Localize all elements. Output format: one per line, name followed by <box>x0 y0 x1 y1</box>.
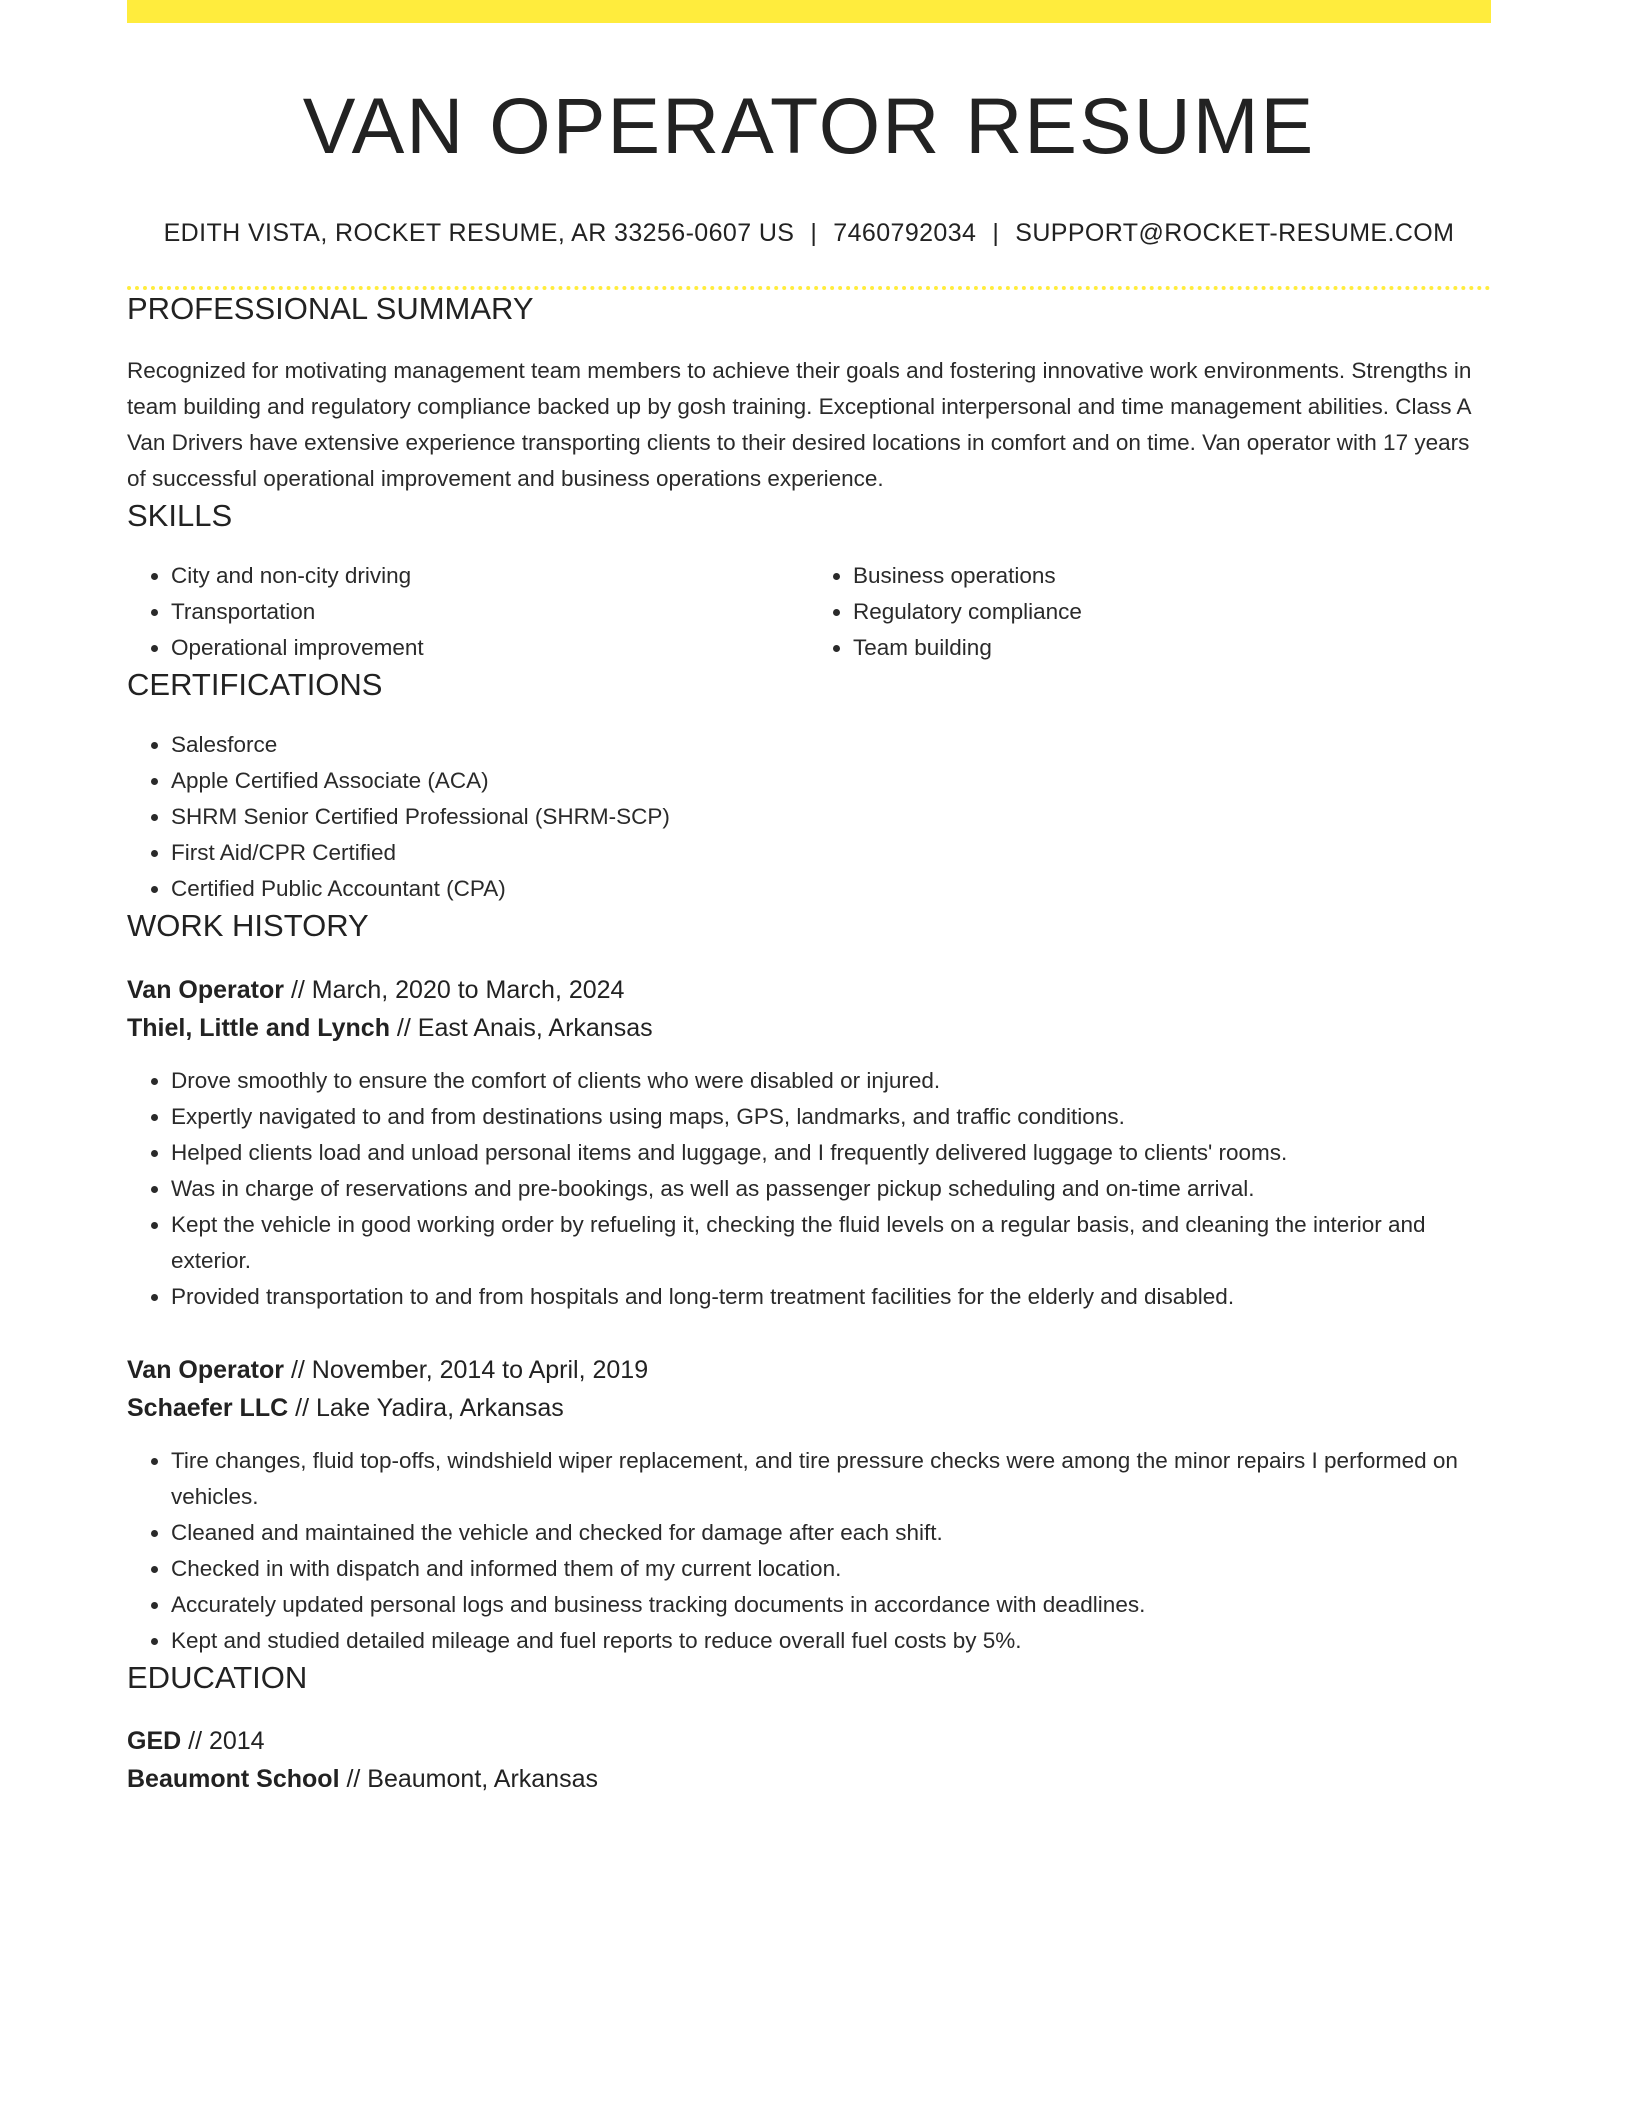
summary-heading: PROFESSIONAL SUMMARY <box>127 290 534 326</box>
contact-separator: | <box>992 218 1000 247</box>
job-location: // Lake Yadira, Arkansas <box>288 1393 564 1422</box>
duty-item: • Drove smoothly to ensure the comfort of clients who were disabled or injured. <box>171 1063 1491 1099</box>
duty-item: • Provided transportation to and from hospitals and long-term treatment facilities for the elderly and disabled. <box>171 1279 1491 1315</box>
education-degree: GED <box>127 1726 182 1755</box>
skills-heading: SKILLS <box>127 498 233 534</box>
education-school: Beaumont School <box>127 1764 340 1793</box>
contact-address: EDITH VISTA, ROCKET RESUME, AR 33256-0607 US <box>163 218 795 247</box>
education-heading: EDUCATION <box>127 1659 308 1695</box>
skills-list-right <box>809 558 1491 666</box>
skill-item: • City and non-city driving <box>171 558 809 594</box>
education-school-line <box>127 1760 1491 1798</box>
education-year: // 2014 <box>181 1726 265 1755</box>
job-location: // East Anais, Arkansas <box>389 1013 653 1042</box>
job-title-line <box>127 971 1491 1009</box>
summary-text: Recognized for motivating management team members to achieve their goals and fostering innovative work environments. Strengths in team building and regulatory compliance backed up by gosh training. Exceptional interpersonal and time management abilities. Class A Van Drivers have extensive experience transporting clients to their desired locations in comfort and on time. Van operator with 17 years of successful operational improvement and business operations experience. <box>127 358 1472 492</box>
certifications-heading: CERTIFICATIONS <box>127 667 383 703</box>
duty-item: • Helped clients load and unload personal items and luggage, and I frequently delivered luggage to clients' rooms. <box>171 1135 1491 1171</box>
duty-item: • Expertly navigated to and from destinations using maps, GPS, landmarks, and traffic conditions. <box>171 1099 1491 1135</box>
education-degree-line <box>127 1722 1491 1760</box>
certifications-list <box>127 727 1491 907</box>
top-accent-bar <box>127 0 1491 23</box>
certification-item: • Apple Certified Associate (ACA) <box>171 763 1491 799</box>
job-company: Thiel, Little and Lynch <box>127 1013 390 1042</box>
skill-item: • Regulatory compliance <box>853 594 1491 630</box>
job-dates: // March, 2020 to March, 2024 <box>284 975 625 1004</box>
resume-title: VAN OPERATOR RESUME <box>302 81 1316 170</box>
job-entry <box>127 1351 1491 1659</box>
education-location: // Beaumont, Arkansas <box>339 1764 598 1793</box>
skill-item: • Transportation <box>171 594 809 630</box>
certification-item: • First Aid/CPR Certified <box>171 835 1491 871</box>
resume-page <box>127 0 1491 1798</box>
job-company: Schaefer LLC <box>127 1393 289 1422</box>
duty-item: • Accurately updated personal logs and business tracking documents in accordance with deadlines. <box>171 1587 1491 1623</box>
skills-list-left <box>127 558 809 666</box>
job-company-line <box>127 1389 1491 1427</box>
work-history-heading: WORK HISTORY <box>127 908 369 944</box>
duty-item: • Kept and studied detailed mileage and fuel reports to reduce overall fuel costs by 5%. <box>171 1623 1491 1659</box>
job-duties <box>127 1443 1491 1659</box>
contact-phone: 7460792034 <box>833 218 977 247</box>
job-entry <box>127 971 1491 1315</box>
certification-item: • Certified Public Accountant (CPA) <box>171 871 1491 907</box>
skills-columns <box>127 558 1491 666</box>
job-title: Van Operator <box>127 1355 284 1384</box>
job-duties <box>127 1063 1491 1315</box>
duty-item: • Cleaned and maintained the vehicle and checked for damage after each shift. <box>171 1515 1491 1551</box>
contact-email: SUPPORT@ROCKET-RESUME.COM <box>1015 218 1455 247</box>
certification-item: • SHRM Senior Certified Professional (SHRM-SCP) <box>171 799 1491 835</box>
contact-separator: | <box>810 218 818 247</box>
duty-item: • Was in charge of reservations and pre-bookings, as well as passenger pickup scheduling and on-time arrival. <box>171 1171 1491 1207</box>
job-title-line <box>127 1351 1491 1389</box>
duty-item: • Checked in with dispatch and informed them of my current location. <box>171 1551 1491 1587</box>
job-title: Van Operator <box>127 975 284 1004</box>
contact-line <box>127 218 1491 248</box>
education-entry <box>127 1722 1491 1798</box>
skill-item: • Operational improvement <box>171 630 809 666</box>
skill-item: • Team building <box>853 630 1491 666</box>
job-company-line <box>127 1009 1491 1047</box>
job-dates: // November, 2014 to April, 2019 <box>284 1355 649 1384</box>
duty-item: • Tire changes, fluid top-offs, windshield wiper replacement, and tire pressure checks were among the minor repairs I performed on vehicles. <box>171 1443 1491 1515</box>
skill-item: • Business operations <box>853 558 1491 594</box>
certification-item: • Salesforce <box>171 727 1491 763</box>
duty-item: • Kept the vehicle in good working order by refueling it, checking the fluid levels on a regular basis, and cleaning the interior and exterior. <box>171 1207 1491 1279</box>
